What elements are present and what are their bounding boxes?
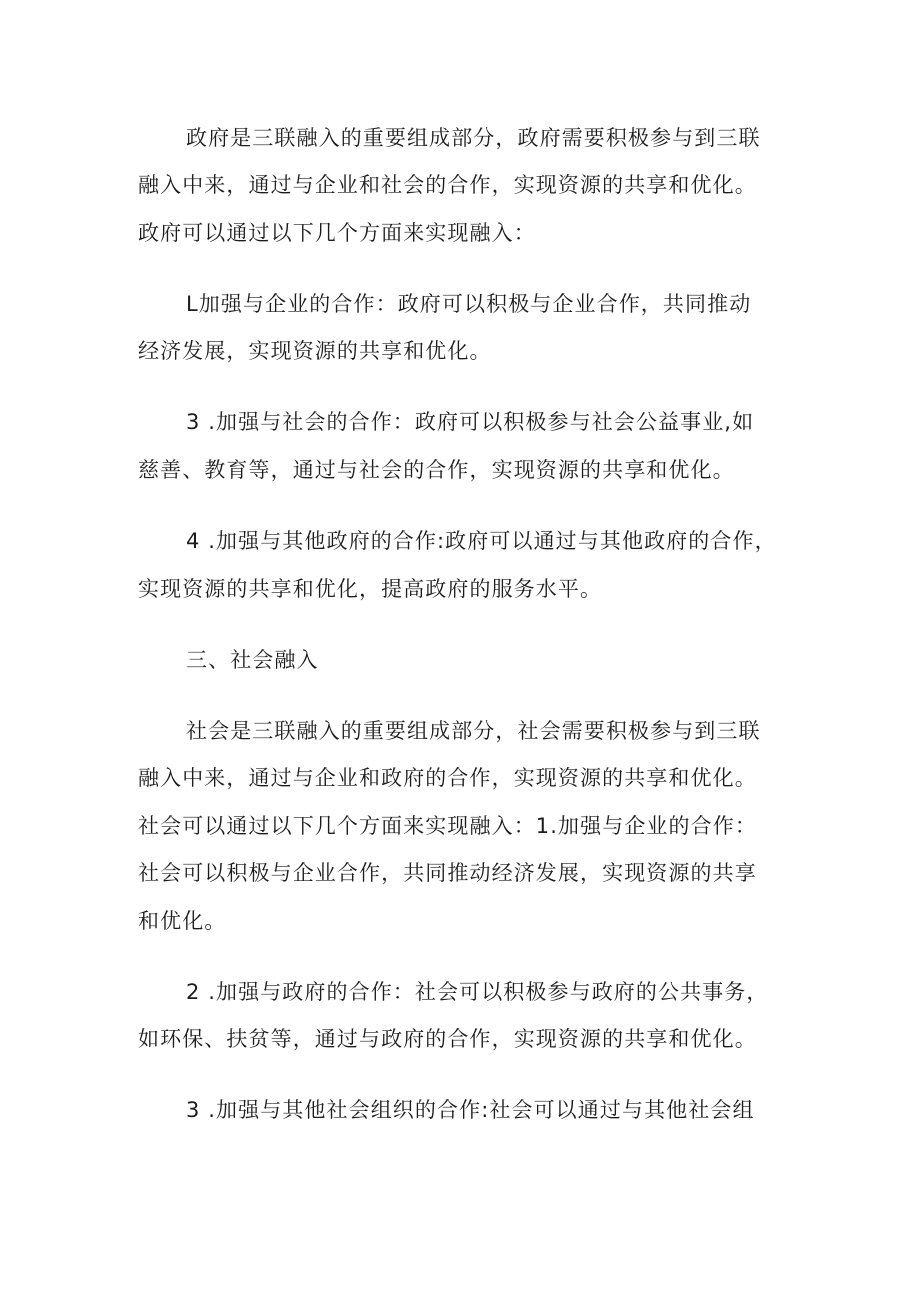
paragraph-2-line-2: 经济发展，实现资源的共享和优化。 [138, 339, 492, 363]
paragraph-6-line-2: 融入中来，通过与企业和政府的合作，实现资源的共享和优化。 [138, 766, 757, 790]
paragraph-3-line-1: 3 .加强与社会的合作：政府可以积极参与社会公益事业,如 [186, 410, 755, 434]
paragraph-1-line-3: 政府可以通过以下几个方面来实现融入： [138, 221, 536, 245]
paragraph-6-line-5: 和优化。 [138, 909, 227, 933]
paragraph-6-line-1: 社会是三联融入的重要组成部分，社会需要积极参与到三联 [186, 719, 761, 743]
paragraph-1-line-2: 融入中来，通过与企业和社会的合作，实现资源的共享和优化。 [138, 173, 757, 197]
paragraph-8-line-1: 3 .加强与其他社会组织的合作:社会可以通过与其他社会组 [186, 1098, 755, 1122]
paragraph-3-line-2: 慈善、教育等，通过与社会的合作，实现资源的共享和优化。 [138, 458, 735, 482]
paragraph-1-line-1: 政府是三联融入的重要组成部分，政府需要积极参与到三联 [186, 126, 761, 150]
section-heading: 三、社会融入 [186, 648, 319, 672]
paragraph-7-line-2: 如环保、扶贫等，通过与政府的合作，实现资源的共享和优化。 [138, 1027, 757, 1051]
paragraph-6-line-3: 社会可以通过以下几个方面来实现融入：1.加强与企业的合作： [138, 814, 757, 838]
paragraph-7-line-1: 2 .加强与政府的合作：社会可以积极参与政府的公共事务， [186, 980, 769, 1004]
paragraph-2-line-1: L加强与企业的合作：政府可以积极与企业合作，共同推动 [186, 292, 752, 316]
paragraph-4-line-2: 实现资源的共享和优化，提高政府的服务水平。 [138, 577, 603, 601]
paragraph-6-line-4: 社会可以积极与企业合作，共同推动经济发展，实现资源的共享 [138, 861, 757, 885]
paragraph-4-line-1: 4 .加强与其他政府的合作:政府可以通过与其他政府的合作， [186, 529, 777, 553]
